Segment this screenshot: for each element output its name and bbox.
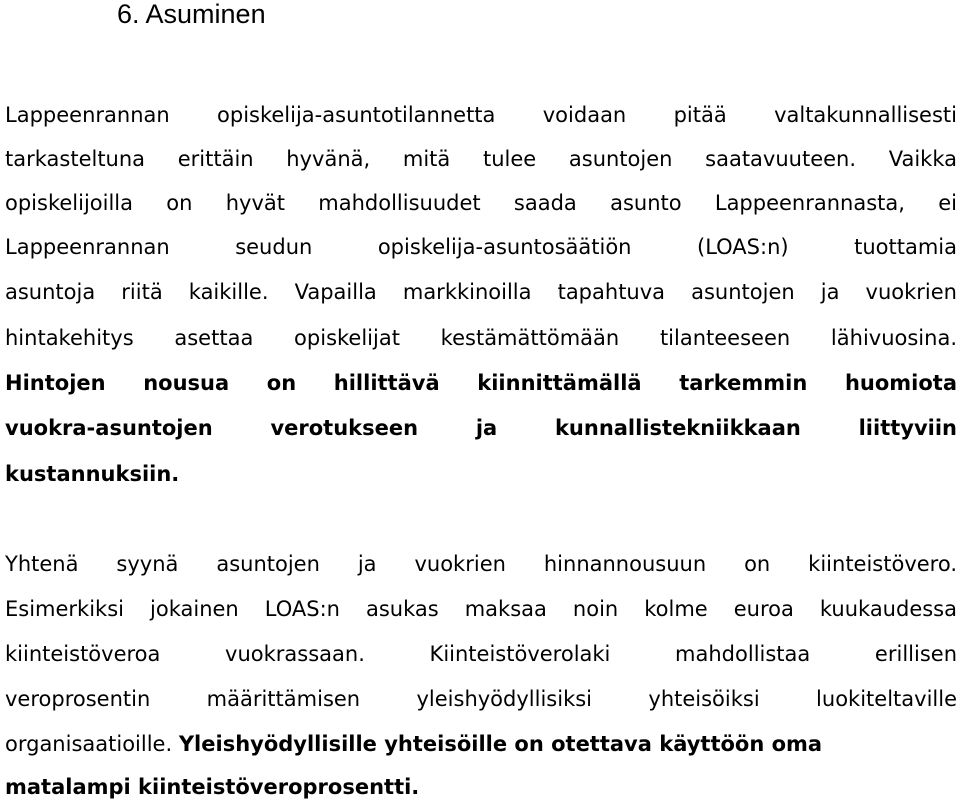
- paragraph-line: veroprosentin määrittämisen yleishyödyllisiksi yhteisöiksi luokiteltaville: [5, 687, 957, 711]
- paragraph-line: Lappeenrannan seudun opiskelija-asuntosäätiön (LOAS:n) tuottamia: [5, 235, 957, 259]
- paragraph-line: Yhtenä syynä asuntojen ja vuokrien hinnannousuun on kiinteistövero.: [5, 552, 957, 576]
- paragraph-line: kiinteistöveroa vuokrassaan. Kiinteistöverolaki mahdollistaa erillisen: [5, 642, 957, 666]
- bold-statement-line: Hintojen nousua on hillittävä kiinnittämällä tarkemmin huomiota: [5, 371, 957, 395]
- section-heading: 6. Asuminen: [117, 0, 266, 29]
- bold-statement-line: vuokra-asuntojen verotukseen ja kunnallistekniikkaan liittyviin: [5, 416, 957, 440]
- bold-text-segment: Yleishyödyllisille yhteisöille on otettava käyttöön oma: [178, 732, 823, 756]
- paragraph-line: Esimerkiksi jokainen LOAS:n asukas maksaa noin kolme euroa kuukaudessa: [5, 597, 957, 621]
- paragraph-line: hintakehitys asettaa opiskelijat kestämättömään tilanteeseen lähivuosina.: [5, 326, 957, 350]
- bold-statement-line: kustannuksiin.: [5, 462, 180, 486]
- paragraph-line: Lappeenrannan opiskelija-asuntotilannetta voidaan pitää valtakunnallisesti: [5, 103, 957, 127]
- paragraph-line: asuntoja riitä kaikille. Vapailla markkinoilla tapahtuva asuntojen ja vuokrien: [5, 280, 957, 304]
- paragraph-line: tarkasteltuna erittäin hyvänä, mitä tulee asuntojen saatavuuteen. Vaikka: [5, 147, 957, 171]
- normal-text-segment: organisaatioille.: [5, 732, 173, 756]
- mixed-line: [5, 722, 957, 766]
- bold-statement-line: matalampi kiinteistöveroprosentti.: [5, 775, 420, 799]
- paragraph-line: opiskelijoilla on hyvät mahdollisuudet saada asunto Lappeenrannasta, ei: [5, 191, 957, 215]
